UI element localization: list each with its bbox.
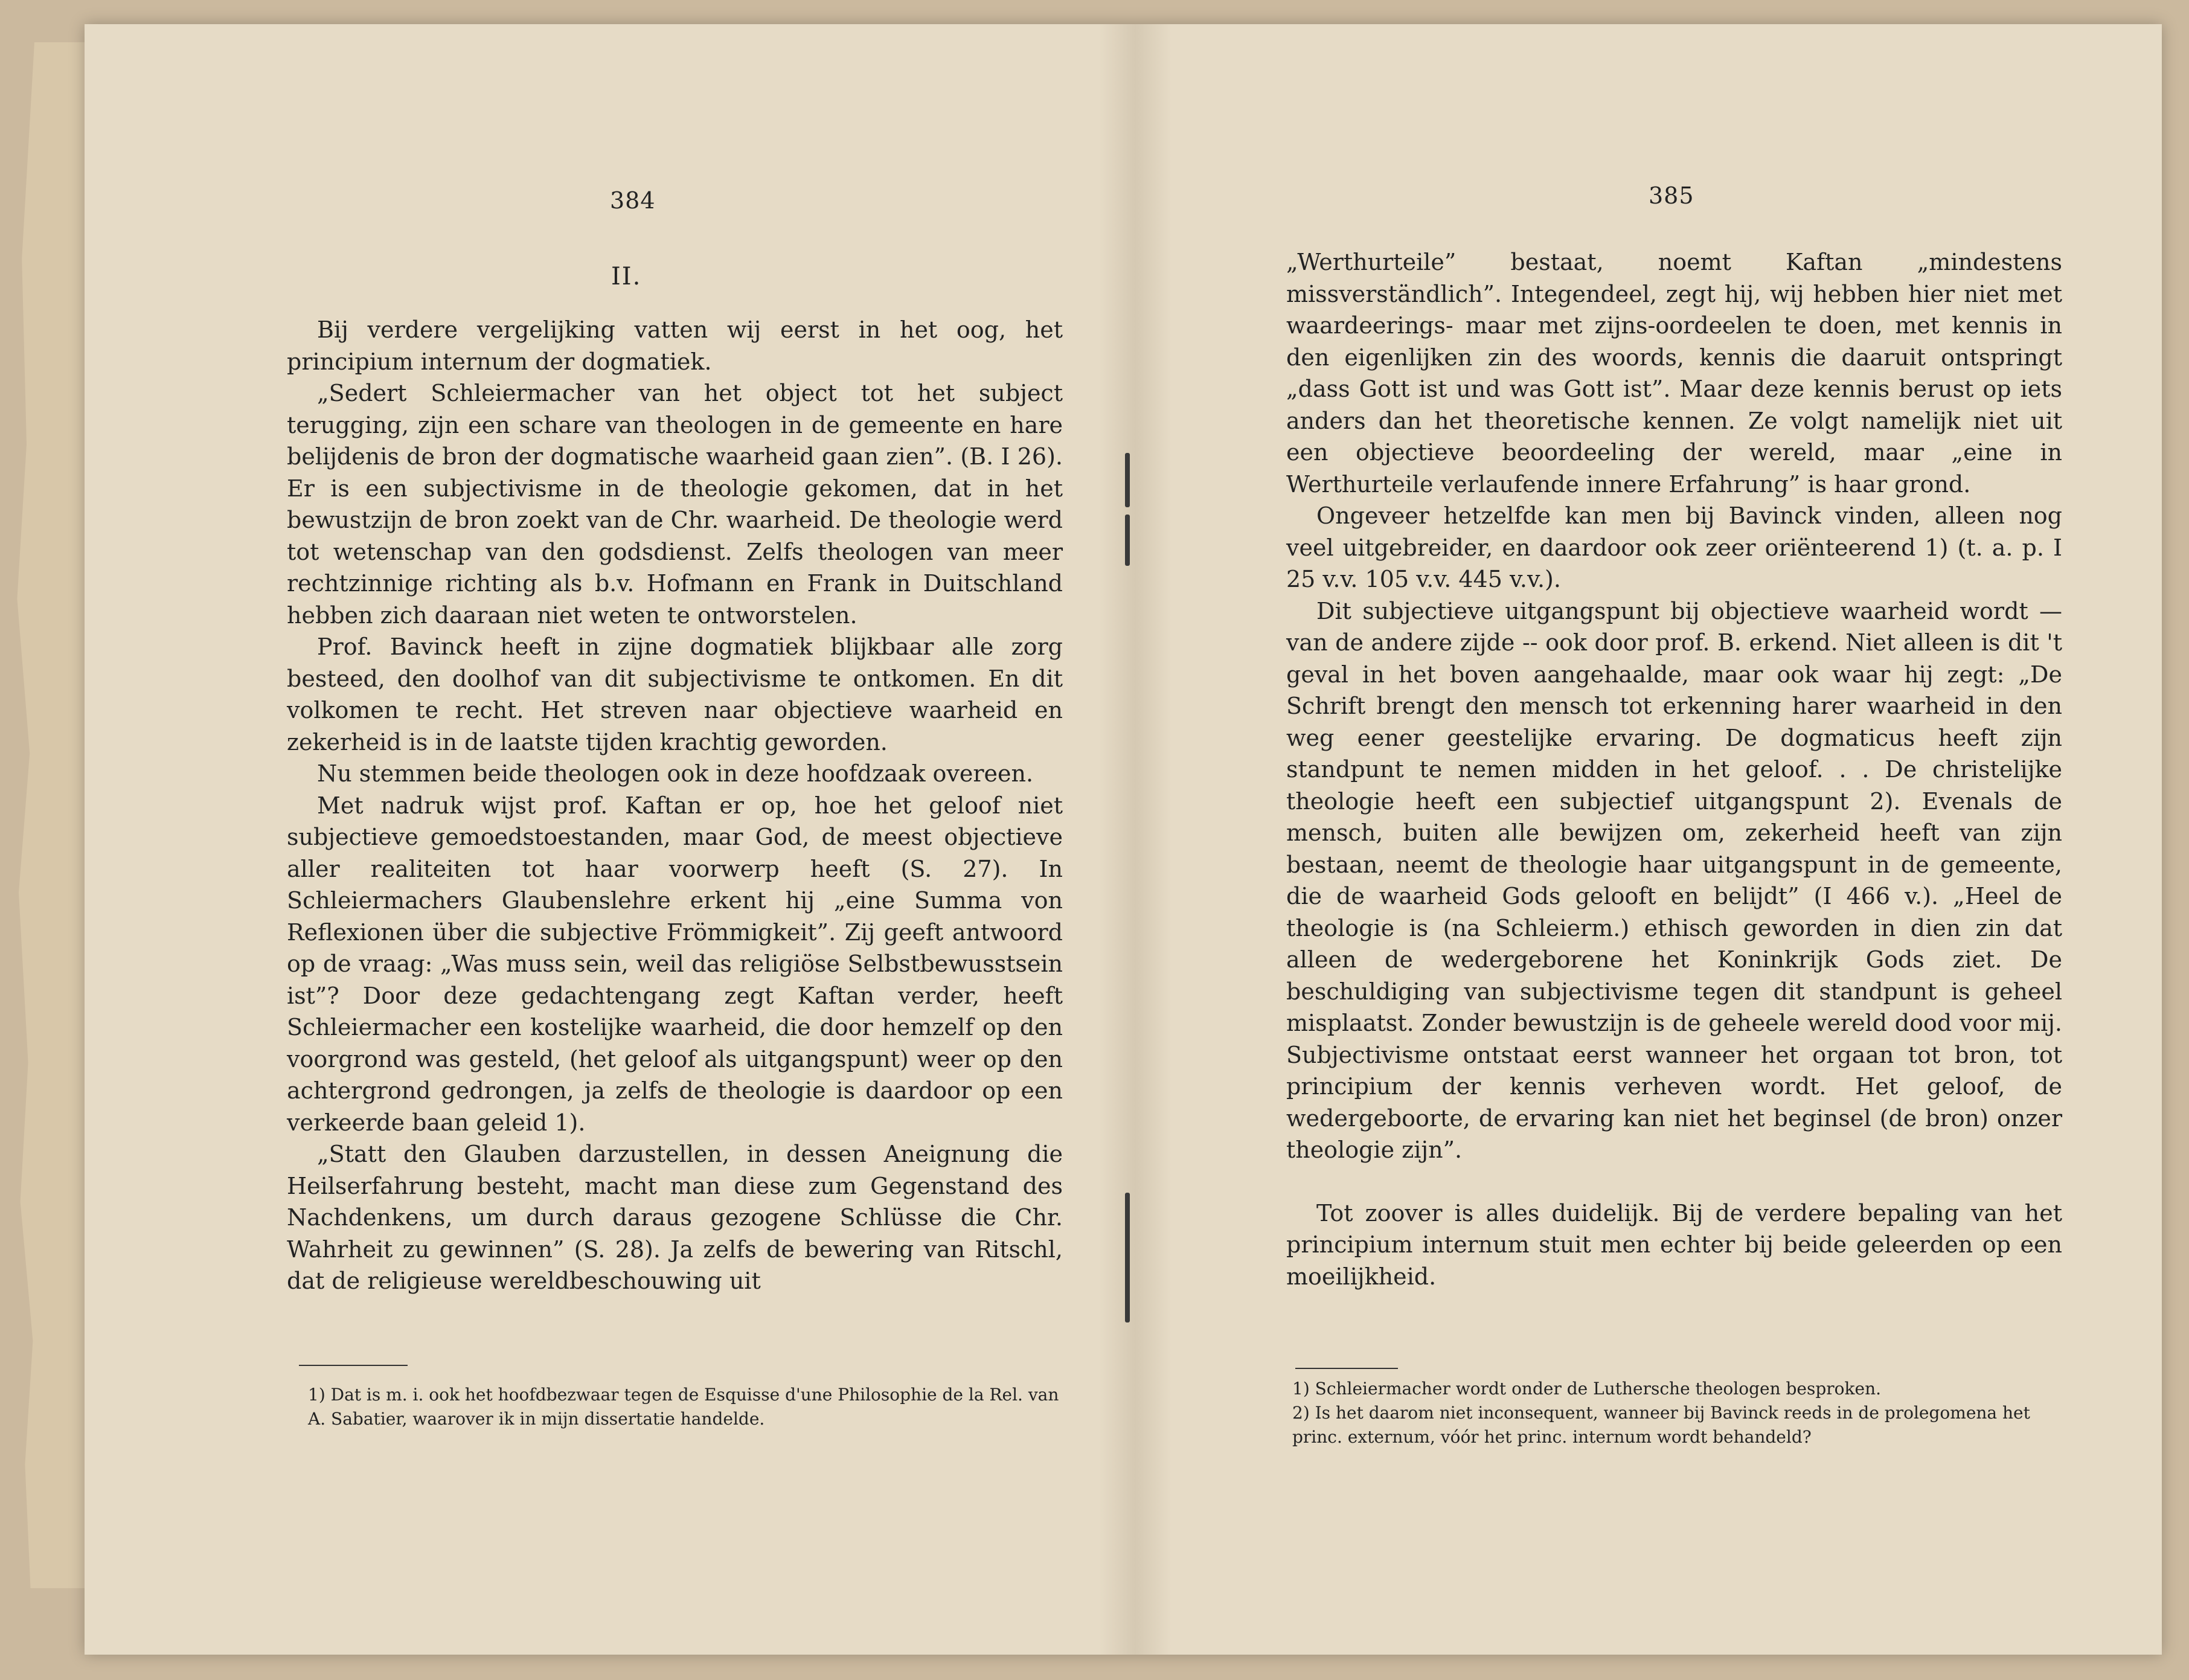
book-spread	[85, 24, 2162, 1655]
paragraph: „Werthurteile” bestaat, noemt Kaftan „mindestens missverständlich”. Integendeel, zegt hij, wij hebben hier niet met waardeerings- maar met zijns-oordeelen te doen, met kennis in den eigenlijken zin des woords, kennis die daaruit ontspringt „dass Gott ist und was Gott ist”. Maar deze kennis berust op iets anders dan het theoretische kennen. Ze volgt namelijk niet uit een objectieve beoordeeling der wereld, maar „eine in Werthurteile verlaufende innere Erfahrung” is haar grond.	[1286, 249, 2062, 498]
footnote-rule	[1295, 1368, 1398, 1369]
right-page	[1147, 24, 2162, 1655]
paragraph: Prof. Bavinck heeft in zijne dogmatiek blijkbaar alle zorg besteed, den doolhof van dit subjectivisme te ontkomen. En dit volkomen te recht. Het streven naar objectieve waarheid en zekerheid is in de laatste tijden krachtig geworden.	[287, 633, 1063, 755]
page-number: 385	[1649, 182, 1694, 209]
right-body-text	[1286, 246, 2062, 1292]
footnote: 2) Is het daarom niet inconsequent, wanneer bij Bavinck reeds in de prolegomena het princ. externum, vóór het princ. internum wordt behandeld?	[1292, 1403, 2030, 1447]
paragraph: Tot zoover is alles duidelijk. Bij de verdere bepaling van het principium internum stuit men echter bij beide geleerden op een moeilijkheid.	[1286, 1199, 2062, 1290]
footnote-rule	[299, 1365, 408, 1366]
page-number: 384	[610, 187, 656, 214]
paragraph: Dit subjectieve uitgangspunt bij objectieve waarheid wordt — van de andere zijde -- ook door prof. B. erkend. Niet alleen is dit 't geval in het boven aangehaalde, maar ook waar hij zegt: „De Schrift brengt den mensch tot erkenning harer waarheid in den weg eener geestelijke ervaring. De dogmaticus heeft zijn standpunt te nemen midden in het geloof. . . De christelijke theologie heeft een subjectief uitgangspunt 2). Evenals de mensch, buiten alle bewijzen om, zekerheid heeft van zijn bestaan, neemt de theologie haar uitgangspunt in de gemeente, die de waarheid Gods gelooft en belijdt” (I 466 v.). „Heel de theologie is (na Schleierm.) ethisch geworden in dien zin dat alleen de wedergeborene het Koninkrijk Gods ziet. De beschuldiging van subjectivisme tegen dit standpunt is geheel misplaatst. Zonder bewustzijn is de geheele wereld dood voor mij. Subjectivisme ontstaat eerst wanneer het orgaan tot bron, tot principium der kennis verheven wordt. Het geloof, de wedergeboorte, de ervaring kan niet het beginsel (de bron) onzer theologie zijn”.	[1286, 597, 2062, 1163]
paragraph: Ongeveer hetzelfde kan men bij Bavinck vinden, alleen nog veel uitgebreider, en daardoor ook zeer oriënteerend 1) (t. a. p. I 25 v.v. 105 v.v. 445 v.v.).	[1286, 502, 2062, 592]
left-footnotes	[308, 1383, 1075, 1431]
right-footnotes	[1292, 1377, 2062, 1449]
paragraph: „Statt den Glauben darzustellen, in dessen Aneignung die Heilserfahrung besteht, macht man diese zum Gegenstand des Nachdenkens, um durch daraus gezogene Schlüsse die Chr. Wahrheit zu gewinnen” (S. 28). Ja zelfs de bewering van Ritschl, dat de religieuse wereldbeschouwing uit	[287, 1141, 1063, 1294]
staple-top	[1125, 453, 1130, 507]
footnote: 1) Dat is m. i. ook het hoofdbezwaar tegen de Esquisse d'une Philosophie de la Rel. van A. Sabatier, waarover ik in mijn dissertatie handelde.	[308, 1385, 1059, 1429]
paragraph: Nu stemmen beide theologen ook in deze hoofdzaak overeen.	[317, 760, 1034, 787]
staple-top-lower	[1125, 515, 1130, 566]
left-page	[85, 24, 1099, 1655]
section-heading: II.	[611, 263, 642, 290]
staple-bottom	[1125, 1193, 1130, 1323]
paragraph: „Sedert Schleiermacher van het object tot het subject terugging, zijn een schare van theologen in de gemeente en hare belijdenis de bron der dogmatische waarheid gaan zien”. (B. I 26). Er is een subjectivisme in de theologie gekomen, dat in het bewustzijn de bron zoekt van de Chr. waarheid. De theologie werd tot wetenschap van den godsdienst. Zelfs theologen van meer rechtzinnige richting als b.v. Hofmann en Frank in Duitschland hebben zich daaraan niet weten te ontworstelen.	[287, 380, 1063, 629]
paragraph: Bij verdere vergelijking vatten wij eerst in het oog, het principium internum der dogmatiek.	[287, 316, 1063, 375]
paragraph: Met nadruk wijst prof. Kaftan er op, hoe het geloof niet subjectieve gemoedstoestanden, maar God, de meest objectieve aller realiteiten tot haar voorwerp heeft (S. 27). In Schleiermachers Glaubenslehre erkent hij „eine Summa von Reflexionen über die subjective Frömmigkeit”. Zij geeft antwoord op de vraag: „Was muss sein, weil das religiöse Selbstbewusstsein ist”? Door deze gedachtengang zegt Kaftan verder, heeft Schleiermacher een kostelijke waarheid, die door hemzelf op den voorgrond was gesteld, (het geloof als uitgangspunt) weer op den achtergrond gedrongen, ja zelfs de theologie is daardoor op een verkeerde baan geleid 1).	[287, 792, 1063, 1136]
left-body-text	[287, 314, 1063, 1297]
footnote: 1) Schleiermacher wordt onder de Luthersche theologen besproken.	[1292, 1379, 1882, 1399]
